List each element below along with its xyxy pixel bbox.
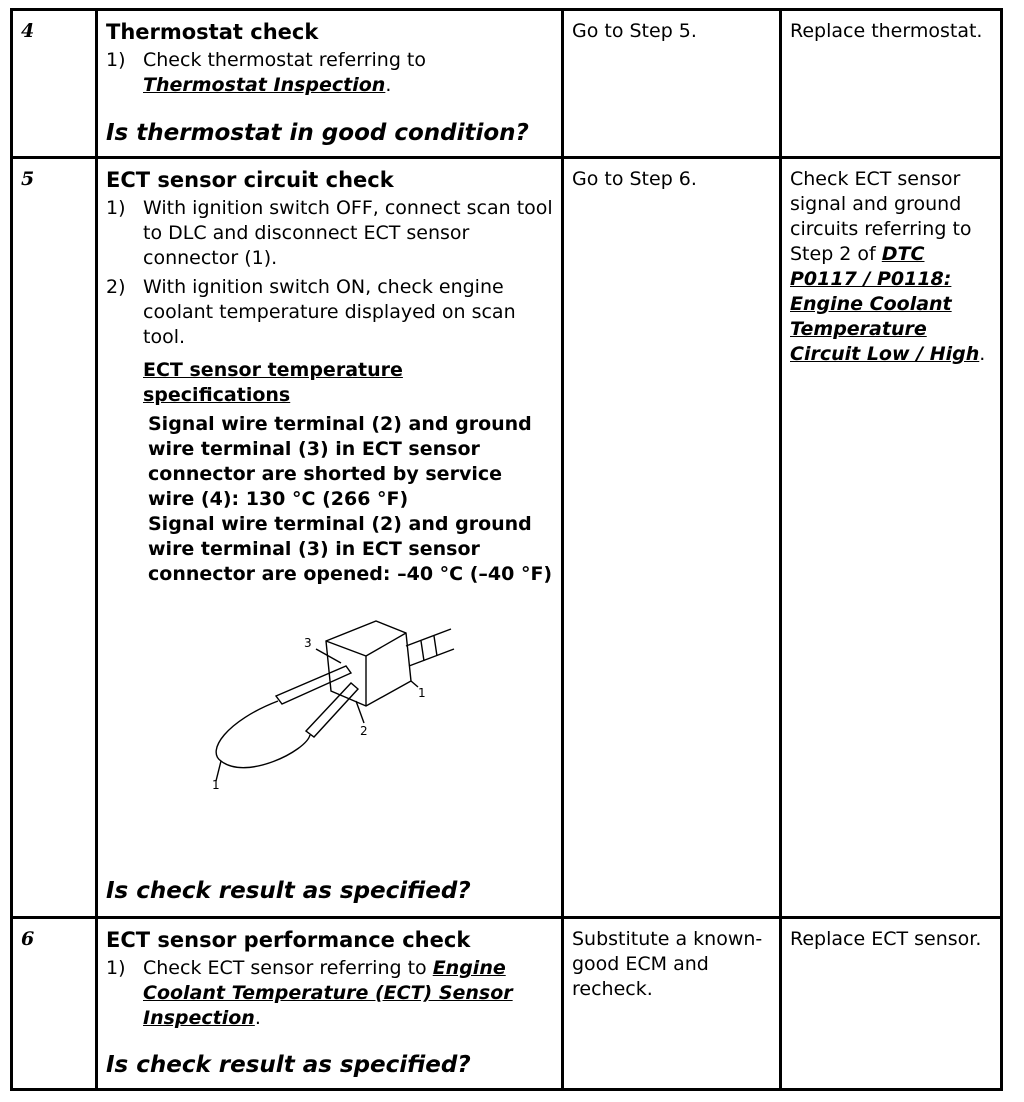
yes-cell: Go to Step 5. xyxy=(563,10,781,158)
table-row-step-4 xyxy=(12,10,1002,158)
diagnostic-procedure-table xyxy=(10,8,1003,1091)
sub-step-text-end: . xyxy=(254,1007,261,1029)
step-title: ECT sensor performance check xyxy=(106,928,471,952)
action-cell xyxy=(97,918,563,1090)
sub-step xyxy=(106,956,553,1031)
spec-line-shorted: Signal wire terminal (2) and ground wire terminal (3) in ECT sensor connector are shorted by service wire (4): 130 °C (266 °F) xyxy=(148,413,532,510)
sub-step xyxy=(106,196,553,271)
no-cell-text: Check ECT sensor signal and ground circuits referring to Step 2 of xyxy=(790,168,972,265)
step-question: Is thermostat in good condition? xyxy=(106,120,529,146)
step-question: Is check result as specified? xyxy=(106,878,471,904)
spec-values xyxy=(148,412,553,587)
sub-step-text-end: . xyxy=(385,74,392,96)
sub-step-text: Check thermostat referring to xyxy=(143,49,427,71)
sub-step-text: With ignition switch OFF, connect scan tool to DLC and disconnect ECT sensor connector (1). xyxy=(143,197,553,269)
figure-label-1-wire: 1 xyxy=(212,778,220,791)
yes-cell: Go to Step 6. xyxy=(563,158,781,918)
sub-step-list xyxy=(106,956,553,1035)
step-question: Is check result as specified? xyxy=(106,1052,471,1078)
action-cell xyxy=(97,158,563,918)
dtc-reference-link[interactable]: DTC P0117 / P0118: Engine Coolant Temperature Circuit Low / High xyxy=(790,243,980,365)
wire-harness xyxy=(406,629,454,666)
sub-step-number: 1) xyxy=(106,49,126,71)
action-cell xyxy=(97,10,563,158)
yes-cell: Substitute a known-good ECM and recheck. xyxy=(563,918,781,1090)
sub-step-text: Check ECT sensor referring to xyxy=(143,957,433,979)
sub-step-text: With ignition switch ON, check engine coolant temperature displayed on scan tool. xyxy=(143,276,516,348)
sub-step xyxy=(106,48,553,98)
table-row-step-5 xyxy=(12,158,1002,918)
service-wire xyxy=(216,701,310,768)
sub-step-list xyxy=(106,48,553,102)
step-number: 6 xyxy=(12,918,97,1090)
no-cell xyxy=(781,158,1002,918)
figure-label-3: 3 xyxy=(304,636,312,650)
ect-connector-diagram xyxy=(206,611,466,791)
step-title: ECT sensor circuit check xyxy=(106,168,394,192)
no-cell: Replace thermostat. xyxy=(781,10,1002,158)
sub-step-list xyxy=(106,196,553,354)
reference-link[interactable]: Thermostat Inspection xyxy=(143,74,386,96)
sub-step xyxy=(106,275,553,350)
spec-line-opened: Signal wire terminal (2) and ground wire terminal (3) in ECT sensor connector are opened: –40 °C (–40 °F) xyxy=(148,513,553,585)
figure-label-1-connector: 1 xyxy=(418,686,426,700)
no-cell-text-end: . xyxy=(979,343,986,365)
connector-body xyxy=(326,621,411,706)
probe-left xyxy=(276,666,351,704)
spec-heading: ECT sensor temperature specifications xyxy=(143,359,403,406)
no-cell: Replace ECT sensor. xyxy=(781,918,1002,1090)
step-title: Thermostat check xyxy=(106,20,319,44)
figure-label-2: 2 xyxy=(360,724,368,738)
step-number: 5 xyxy=(12,158,97,918)
table-row-step-6 xyxy=(12,918,1002,1090)
sub-step-number: 2) xyxy=(106,276,126,298)
step-number: 4 xyxy=(12,10,97,158)
sub-step-number: 1) xyxy=(106,957,126,979)
reference-link[interactable]: Engine Coolant Temperature (ECT) Sensor Inspection xyxy=(143,957,513,1029)
sub-step-number: 1) xyxy=(106,197,126,219)
